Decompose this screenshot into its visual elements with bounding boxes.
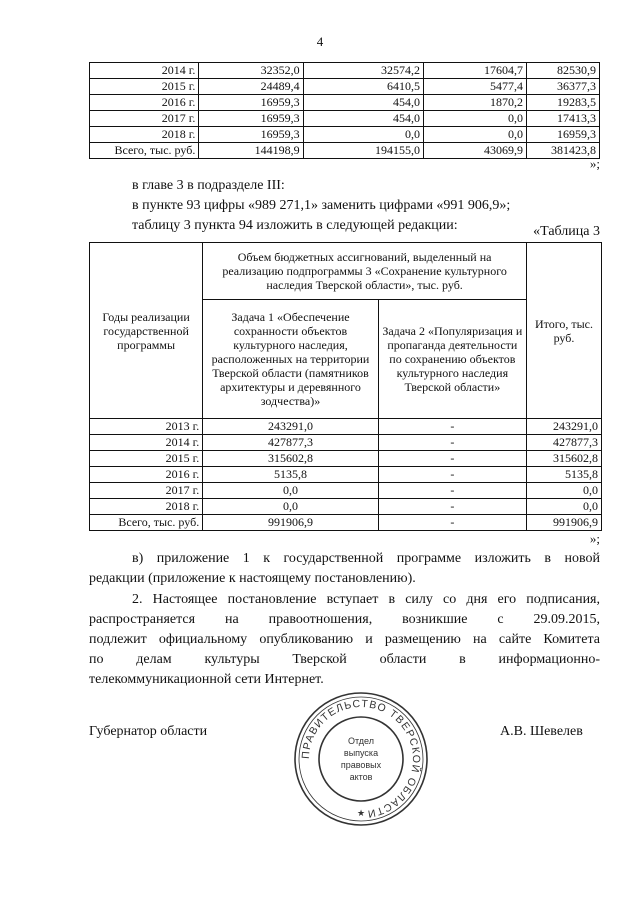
table-cell: 16959,3 (199, 127, 303, 143)
table-row (90, 95, 600, 111)
official-seal-stamp (292, 690, 430, 828)
table-cell: 427877,3 (526, 435, 601, 451)
table-cell: 43069,9 (424, 143, 527, 159)
text-line: в главе 3 в подразделе III: (132, 178, 285, 193)
seal-ring (299, 697, 423, 821)
header-total: Итого, тыс. руб. (526, 243, 601, 419)
table-cell: 17413,3 (527, 111, 600, 127)
funding-table-continuation (89, 62, 600, 159)
table-row (90, 79, 600, 95)
table-cell: 243291,0 (526, 419, 601, 435)
table-row (90, 143, 600, 159)
table-cell: 16959,3 (199, 95, 303, 111)
table-cell: - (378, 451, 526, 467)
paragraph-2-line: распространяется на правоотношения, возникшие с 29.09.2015, (89, 612, 600, 627)
paragraph-2-line: 2. Настоящее постановление вступает в силу со дня его подписания, (132, 592, 600, 607)
table-row (90, 467, 602, 483)
paragraph-v-line: редакции (приложение к настоящему постановлению). (89, 571, 416, 586)
table-cell: 2017 г. (90, 111, 199, 127)
table-cell: 991906,9 (526, 515, 601, 531)
table-cell: 0,0 (303, 127, 423, 143)
table-cell: 2013 г. (90, 419, 203, 435)
table-cell: 2016 г. (90, 95, 199, 111)
table-cell: 381423,8 (527, 143, 600, 159)
seal-center-text: Отдел (347, 736, 375, 746)
table-cell: 82530,9 (527, 63, 600, 79)
text-line: в пункте 93 цифры «989 271,1» заменить цифрами «991 906,9»; (132, 198, 511, 213)
table-cell: 0,0 (526, 483, 601, 499)
table-cell: 32352,0 (199, 63, 303, 79)
table-cell: 0,0 (424, 127, 527, 143)
page-number: 4 (316, 34, 324, 49)
table-cell: 2017 г. (90, 483, 203, 499)
end-quote: »; (589, 156, 600, 171)
table-cell: 16959,3 (199, 111, 303, 127)
table-cell: 5135,8 (526, 467, 601, 483)
table-cell: - (378, 467, 526, 483)
table-cell: 1870,2 (424, 95, 527, 111)
table-cell: 5135,8 (203, 467, 379, 483)
table-row (90, 63, 600, 79)
table-3 (89, 242, 602, 531)
table-cell: 454,0 (303, 111, 423, 127)
paragraph-v-line: в) приложение 1 к государственной программе изложить в новой (132, 551, 600, 566)
table-row (90, 499, 602, 515)
table-cell: 2014 г. (90, 435, 203, 451)
text-line: таблицу 3 пункта 94 изложить в следующей редакции: (132, 218, 458, 233)
header-task-2: Задача 2 «Популяризация и пропаганда деятельности по сохранению объектов культурного наследия Тверской области» (378, 300, 526, 419)
end-quote: »; (589, 531, 600, 546)
table-cell: 2018 г. (90, 499, 203, 515)
table-cell: - (378, 435, 526, 451)
table-cell: 16959,3 (527, 127, 600, 143)
table-cell: 2015 г. (90, 451, 203, 467)
table-cell: 454,0 (303, 95, 423, 111)
table-cell: 5477,4 (424, 79, 527, 95)
table-row (90, 435, 602, 451)
seal-center-text: правовых (340, 760, 382, 770)
table-cell: 315602,8 (203, 451, 379, 467)
table-cell: - (378, 483, 526, 499)
table-cell: 0,0 (203, 499, 379, 515)
seal-center-text: выпуска (343, 748, 379, 758)
table-cell: 0,0 (526, 499, 601, 515)
seal-star-icon: ★ (356, 808, 366, 818)
table-cell: - (378, 499, 526, 515)
table-row (90, 419, 602, 435)
signature-name: А.В. Шевелев (500, 724, 583, 739)
header-task-1: Задача 1 «Обеспечение сохранности объектов культурного наследия, расположенных на территории Тверской области (памятников архитектуры и деревянного зодчества)» (203, 300, 379, 419)
header-years: Годы реализации государственной программы (90, 243, 203, 419)
table-row (90, 451, 602, 467)
table-cell: 6410,5 (303, 79, 423, 95)
table-cell: 243291,0 (203, 419, 379, 435)
seal-inner-ring (319, 717, 403, 801)
table-cell: Всего, тыс. руб. (90, 515, 203, 531)
table-cell: 2016 г. (90, 467, 203, 483)
table-row (90, 483, 602, 499)
table-cell: 194155,0 (303, 143, 423, 159)
table-caption: «Таблица 3 (533, 224, 600, 239)
table-cell: 24489,4 (199, 79, 303, 95)
table-cell: 2018 г. (90, 127, 199, 143)
table-cell: 2014 г. (90, 63, 199, 79)
seal-ring-text: ПРАВИТЕЛЬСТВО ТВЕРСКОЙ ОБЛАСТИ (299, 697, 423, 820)
table-cell: 991906,9 (203, 515, 379, 531)
table-cell: 144198,9 (199, 143, 303, 159)
seal-center-text: актов (349, 772, 373, 782)
paragraph-2-line: подлежит официальному опубликованию и размещению на сайте Комитета (89, 632, 600, 647)
header-group: Объем бюджетных ассигнований, выделенный на реализацию подпрограммы 3 «Сохранение культурного наследия Тверской области», тыс. руб. (203, 243, 527, 300)
signature-position: Губернатор области (89, 724, 208, 739)
table-cell: 19283,5 (527, 95, 600, 111)
table-cell: 0,0 (424, 111, 527, 127)
table-cell: 427877,3 (203, 435, 379, 451)
paragraph-2-line: по делам культуры Тверской области в информационно- (89, 652, 600, 667)
table-cell: 36377,3 (527, 79, 600, 95)
table-cell: - (378, 419, 526, 435)
paragraph-2-line: телекоммуникационной сети Интернет. (89, 672, 324, 687)
table-cell: 17604,7 (424, 63, 527, 79)
table-cell: 32574,2 (303, 63, 423, 79)
table-row (90, 515, 602, 531)
seal-outer-ring (295, 693, 427, 825)
table-cell: 0,0 (203, 483, 379, 499)
table-row (90, 127, 600, 143)
table-cell: 315602,8 (526, 451, 601, 467)
table-cell: Всего, тыс. руб. (90, 143, 199, 159)
table-row (90, 111, 600, 127)
table-cell: - (378, 515, 526, 531)
table-cell: 2015 г. (90, 79, 199, 95)
